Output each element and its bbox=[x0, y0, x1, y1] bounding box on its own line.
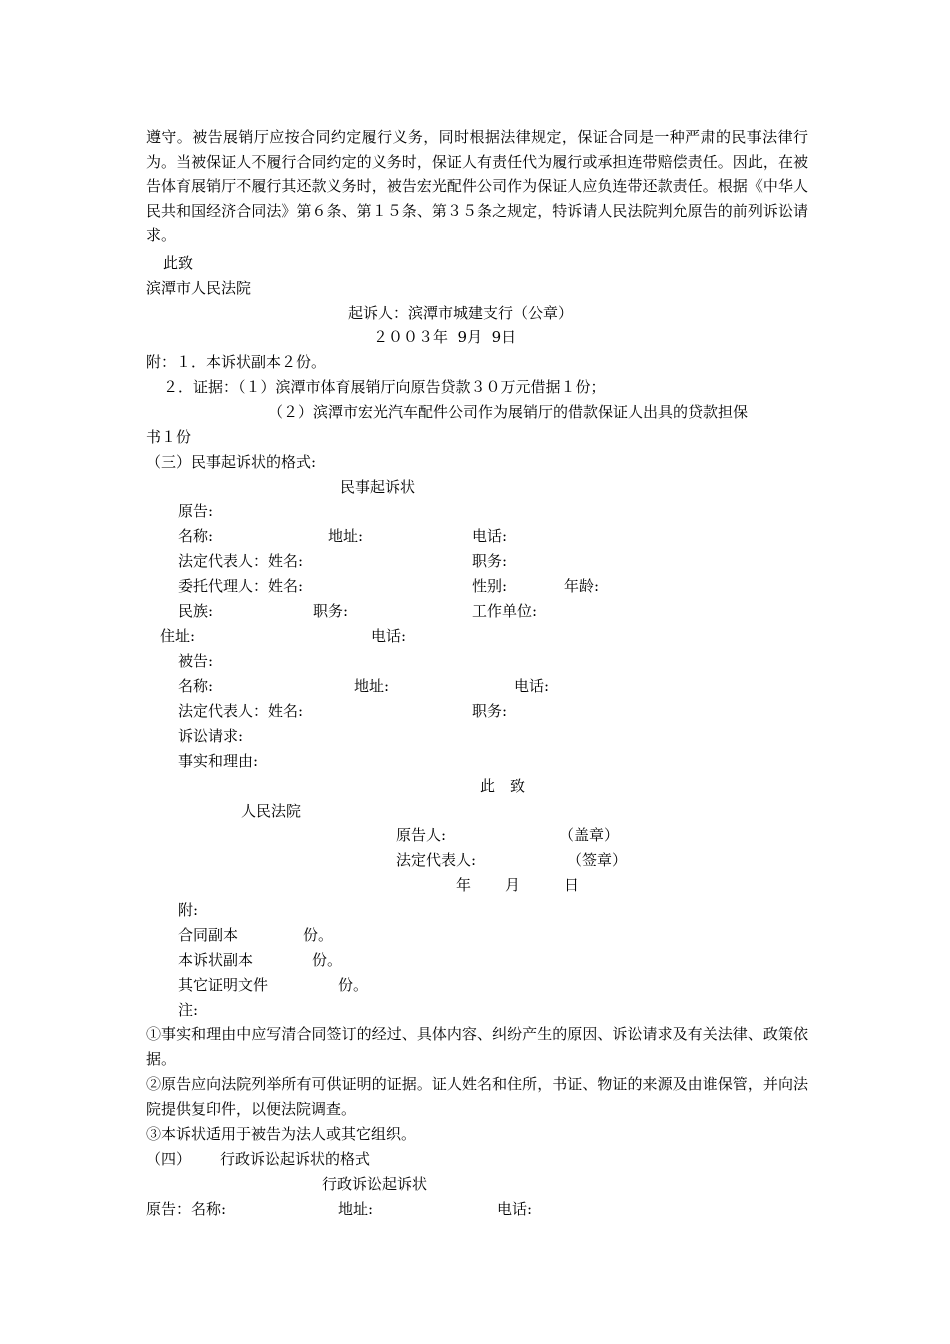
defendant-name-label: 名称: bbox=[178, 677, 214, 695]
gender-label: 性别: bbox=[472, 577, 508, 595]
intro-paragraph: 遵守。被告展销厅应按合同约定履行义务，同时根据法律规定，保证合同是一种严肃的民事法律行为。当被保证人不履行合同约定的义务时，保证人有责任代为履行或承担连带赔偿责任。因此，在被告体育展销厅不履行其还款义务时，被告宏光配件公司作为保证人应负连带还款责任。根据《中华人民共和国经济合同法》第６条、第１５条、第３５条之规定，特诉请人民法院判允原告的前列诉讼请求。 bbox=[146, 128, 808, 245]
attachment-item-2b: （２）滨潭市宏光汽车配件公司作为展销厅的借款保证人出具的贷款担保 bbox=[268, 403, 749, 421]
signature-label: （签章） bbox=[567, 851, 628, 869]
legal-rep-sign-label: 法定代表人: bbox=[396, 851, 477, 869]
defendant-legal-rep-label: 法定代表人：姓名: bbox=[178, 702, 304, 720]
attachment-item-2b-cont: 书１份 bbox=[146, 428, 192, 446]
attachment-item-1: 附：１．本诉状副本２份。 bbox=[146, 353, 327, 371]
admin-section-heading: 行政诉讼起诉状的格式 bbox=[220, 1150, 371, 1168]
attach-other-unit: 份。 bbox=[338, 976, 369, 994]
note-heading: 注: bbox=[178, 1001, 199, 1019]
admin-form-title: 行政诉讼起诉状 bbox=[322, 1175, 428, 1193]
admin-section-number: （四） bbox=[146, 1150, 192, 1168]
civil-greeting: 此 致 bbox=[480, 777, 526, 795]
defendant-phone-label: 电话: bbox=[514, 677, 550, 695]
attach-copy-unit: 份。 bbox=[312, 951, 343, 969]
note-2: ②原告应向法院列举所有可供证明的证据。证人姓名和住所，书证、物证的来源及由谁保管，并向法院提供复印件，以便法院调查。 bbox=[146, 1075, 808, 1118]
plaintiff-signature: 起诉人：滨潭市城建支行（公章） bbox=[348, 304, 574, 322]
civil-attach-heading: 附: bbox=[178, 901, 199, 919]
civil-section-heading: （三）民事起诉状的格式: bbox=[146, 453, 317, 471]
agent-label: 委托代理人：姓名: bbox=[178, 577, 304, 595]
defendant-position-label: 职务: bbox=[472, 702, 508, 720]
claims-label: 诉讼请求: bbox=[178, 727, 244, 745]
plaintiff-position-label: 职务: bbox=[472, 552, 508, 570]
defendant-address-label: 地址: bbox=[354, 677, 390, 695]
closing-court: 滨潭市人民法院 bbox=[146, 279, 252, 297]
date-year-label: 年 bbox=[456, 876, 472, 894]
residence-label: 住址: bbox=[160, 627, 196, 645]
attach-other: 其它证明文件 bbox=[178, 976, 269, 994]
date-month-label: 月 bbox=[505, 876, 521, 894]
civil-form-title: 民事起诉状 bbox=[340, 478, 416, 496]
admin-phone-label: 电话: bbox=[497, 1200, 533, 1218]
civil-defendant-label: 被告: bbox=[178, 652, 214, 670]
workplace-label: 工作单位: bbox=[472, 602, 538, 620]
filing-date: ２００３年 9月 9日 bbox=[373, 328, 517, 346]
age-label: 年龄: bbox=[564, 577, 600, 595]
plaintiff-sign-label: 原告人: bbox=[396, 826, 447, 844]
attach-copy: 本诉状副本 bbox=[178, 951, 254, 969]
residence-phone-label: 电话: bbox=[371, 627, 407, 645]
plaintiff-address-label: 地址: bbox=[328, 527, 364, 545]
attach-contract-unit: 份。 bbox=[303, 926, 334, 944]
civil-plaintiff-label: 原告: bbox=[178, 502, 214, 520]
note-1: ①事实和理由中应写清合同签订的经过、具体内容、纠纷产生的原因、诉讼请求及有关法律、政策依据。 bbox=[146, 1025, 808, 1068]
attach-contract: 合同副本 bbox=[178, 926, 239, 944]
note-3: ③本诉状适用于被告为法人或其它组织。 bbox=[146, 1125, 417, 1143]
plaintiff-phone-label: 电话: bbox=[472, 527, 508, 545]
closing-greeting: 此致 bbox=[163, 254, 194, 272]
civil-court: 人民法院 bbox=[241, 802, 302, 820]
plaintiff-name-label: 名称: bbox=[178, 527, 214, 545]
plaintiff-legal-rep-label: 法定代表人：姓名: bbox=[178, 552, 304, 570]
admin-plaintiff-name-label: 原告：名称: bbox=[146, 1200, 227, 1218]
admin-address-label: 地址: bbox=[338, 1200, 374, 1218]
agent-position-label: 职务: bbox=[313, 602, 349, 620]
facts-label: 事实和理由: bbox=[178, 752, 259, 770]
ethnicity-label: 民族: bbox=[178, 602, 214, 620]
seal-label: （盖章） bbox=[559, 826, 620, 844]
date-day-label: 日 bbox=[564, 876, 580, 894]
attachment-item-2: ２．证据：（１）滨潭市体育展销厅向原告贷款３０万元借据１份； bbox=[163, 378, 606, 396]
